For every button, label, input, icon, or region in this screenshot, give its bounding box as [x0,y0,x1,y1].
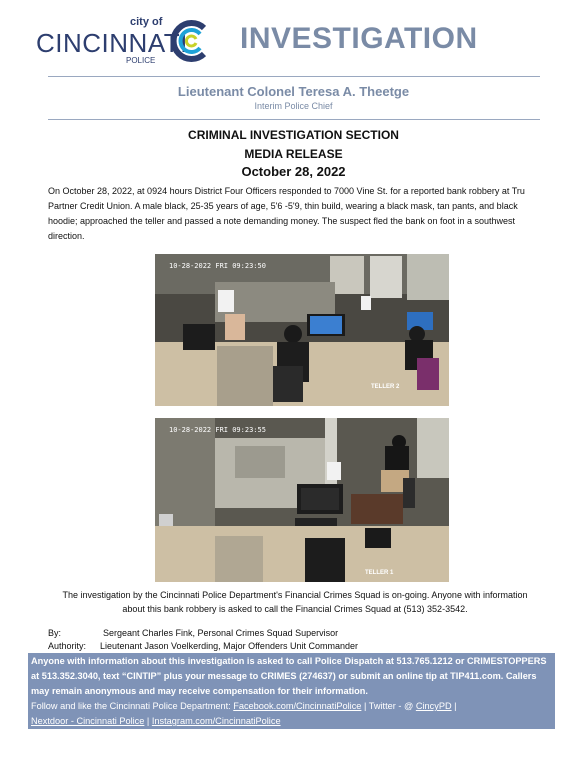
chief-name: Lieutenant Colonel Teresa A. Theetge [177,84,410,99]
credits-block [48,627,358,653]
by-label: By: [48,628,62,638]
separator-3: | [144,716,152,726]
logo-swirl-icon [168,18,212,64]
header-divider [48,76,540,77]
tip-banner-text: Anyone with information about this investigation is asked to call Police Dispatch at 513.765.1212 or CRIMESTOPPERS at 513.352.3040, text “CINTIP” plus your message to CRIMES (274637) or submit an online tip at TIP411.com. Callers may remain anonymous and may receive compensation for their information. [31,656,547,696]
page-header [0,0,587,80]
instagram-link[interactable]: Instagram.com/CincinnatiPolice [151,716,281,726]
authority-label: Authority: [48,641,87,651]
release-body: On October 28, 2022, at 0924 hours District Four Officers responded to 7000 Vine St. for a reported bank robbery at Tru Partner Credit Union. A male black, 25-35 years of age, 5'6 -5'9, thin build, wearing a black mask, tan pants, and black hoodie; approached the teller and passed a note demanding money. The suspect fled the bank on foot in a southwest direction. [48,186,525,241]
credits-authority-row [48,640,358,653]
twitter-link[interactable]: CincyPD [415,701,452,711]
follow-text: Follow and like the Cincinnati Police Department: [31,701,234,711]
photo-1-timestamp: 10-28-2022 FRI 09:23:50 [169,262,266,270]
section-heading: CRIMINAL INVESTIGATION SECTION [188,128,399,142]
chief-divider [48,119,540,120]
logo-city-text: city of [130,16,163,28]
investigation-caption: The investigation by the Cincinnati Police Department's Financial Crimes Squad is on-going. Anyone with information about this bank robbery is asked to call the Financial Crimes Squad at (513) 352-3542. [62,590,528,614]
credits-by-row [48,627,358,640]
photo-1-teller-label: TELLER 2 [371,384,400,390]
photo-2-teller-label: TELLER 1 [365,570,394,576]
surveillance-photo-1 [155,254,449,406]
surveillance-photo-2 [155,418,449,582]
release-date: October 28, 2022 [241,164,346,179]
surveillance-scene-1 [155,254,449,406]
separator-2: | [451,701,457,711]
page-title: INVESTIGATION [240,22,478,55]
cincinnati-logo [36,14,206,70]
tip-banner [28,653,555,729]
nextdoor-link[interactable]: Nextdoor - Cincinnati Police [31,716,145,726]
by-value: Sergeant Charles Fink, Personal Crimes Squad Supervisor [103,628,339,638]
logo-name-text: CINCINNATI [36,28,188,58]
facebook-link[interactable]: Facebook.com/CincinnatiPolice [233,701,362,711]
photo-2-timestamp: 10-28-2022 FRI 09:23:55 [169,426,266,434]
surveillance-scene-2 [155,418,449,582]
chief-role: Interim Police Chief [254,101,333,111]
logo-dept-text: POLICE [126,56,156,65]
separator-1: | Twitter - @ [361,701,416,711]
release-type-heading: MEDIA RELEASE [244,147,343,161]
authority-value: Lieutenant Jason Voelkerding, Major Offenders Unit Commander [100,641,358,651]
